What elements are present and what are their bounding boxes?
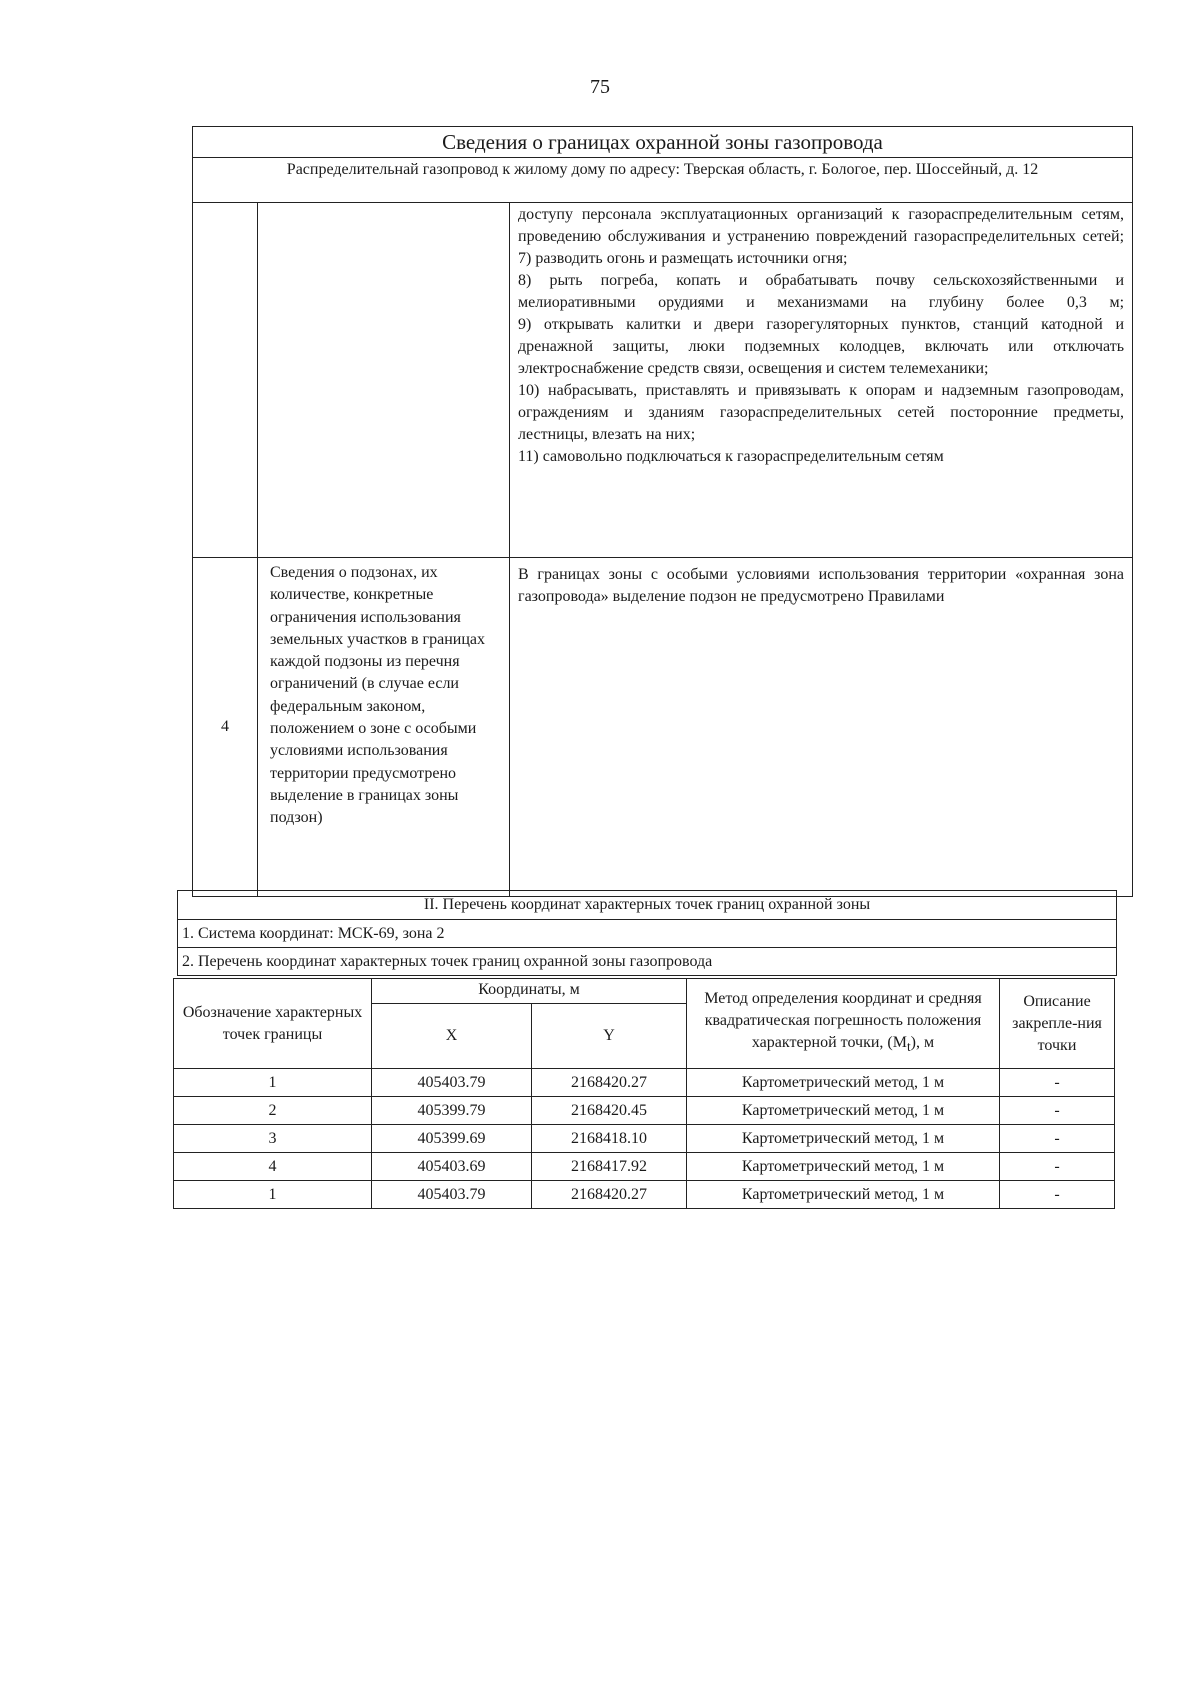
- coord-y: 2168420.27: [532, 1069, 687, 1097]
- header-designation: Обозначение характерных точек границы: [174, 979, 372, 1069]
- restriction-item: доступу персонала эксплуатационных организаций к газораспределительным сетям, проведению обслуживания и устранению повреждений газораспределительных сетей;: [518, 206, 1125, 245]
- section-title: Сведения о границах охранной зоны газопровода: [193, 127, 1133, 158]
- table-row: [174, 1097, 1115, 1125]
- restriction-item: 11) самовольно подключаться к газораспределительным сетям: [518, 448, 944, 465]
- point-number: 4: [174, 1153, 372, 1181]
- header-description: Описание закрепле-ния точки: [1000, 979, 1115, 1069]
- coord-y: 2168417.92: [532, 1153, 687, 1181]
- zone-info-table: [192, 126, 1133, 897]
- coordinate-system: 1. Система координат: МСК-69, зона 2: [178, 920, 1117, 948]
- point-number: 1: [174, 1069, 372, 1097]
- point-number: 3: [174, 1125, 372, 1153]
- coord-y: 2168418.10: [532, 1125, 687, 1153]
- row-label: Сведения о подзонах, их количестве, конкретные ограничения использования земельных участков в границах каждой подзоны из перечня ограничений (в случае если федеральным законом, положением о зоне с особыми условиями использования территории предусмотрено выделение в границах зоны подзон): [258, 558, 510, 897]
- method: Картометрический метод, 1 м: [687, 1097, 1000, 1125]
- row-number-empty: [193, 203, 258, 558]
- point-number: 2: [174, 1097, 372, 1125]
- restriction-item: 10) набрасывать, приставлять и привязывать к опорам и надземным газопроводам, ограждениям и зданиям газораспределительных сетей посторонние предметы, лестницы, влезать на них;: [518, 382, 1125, 443]
- object-description: Распределительнай газопровод к жилому дому по адресу: Тверская область, г. Бологое, пер. Шоссейный, д. 12: [193, 158, 1133, 203]
- header-x: X: [372, 1004, 532, 1069]
- row-label-empty: [258, 203, 510, 558]
- coordinates-info-table: [177, 890, 1117, 976]
- header-y: Y: [532, 1004, 687, 1069]
- table-row: [174, 1069, 1115, 1097]
- coordinates-section-title: II. Перечень координат характерных точек границ охранной зоны: [178, 891, 1117, 920]
- coord-x: 405399.79: [372, 1097, 532, 1125]
- coord-x: 405399.69: [372, 1125, 532, 1153]
- point-description: -: [1000, 1097, 1115, 1125]
- table-row: [174, 1125, 1115, 1153]
- restriction-item: 8) рыть погреба, копать и обрабатывать почву сельскохозяйственными и мелиоративными орудиями и механизмами на глубину более 0,3 м;: [518, 272, 1125, 311]
- method: Картометрический метод, 1 м: [687, 1181, 1000, 1209]
- coordinates-list-title: 2. Перечень координат характерных точек границ охранной зоны газопровода: [178, 948, 1117, 976]
- table-row: [174, 1153, 1115, 1181]
- restriction-item: 7) разводить огонь и размещать источники огня;: [518, 250, 848, 267]
- coord-x: 405403.69: [372, 1153, 532, 1181]
- point-number: 1: [174, 1181, 372, 1209]
- restriction-item: 9) открывать калитки и двери газорегуляторных пунктов, станций катодной и дренажной защиты, люки подземных колодцев, включать или отключать электроснабжение средств связи, освещения и систем телемеханики;: [518, 316, 1125, 377]
- point-description: -: [1000, 1069, 1115, 1097]
- coord-x: 405403.79: [372, 1181, 532, 1209]
- coord-x: 405403.79: [372, 1069, 532, 1097]
- page-number: 75: [590, 76, 610, 98]
- header-method: Метод определения координат и средняя квадратическая погрешность положения характерной точки, $(M_t)$, м: [687, 979, 1000, 1069]
- header-coordinates: Координаты, м: [372, 979, 687, 1004]
- method: Картометрический метод, 1 м: [687, 1153, 1000, 1181]
- point-description: -: [1000, 1153, 1115, 1181]
- coord-y: 2168420.27: [532, 1181, 687, 1209]
- point-description: -: [1000, 1125, 1115, 1153]
- row-value: В границах зоны с особыми условиями использования территории «охранная зона газопровода» выделение подзон не предусмотрено Правилами: [510, 558, 1133, 897]
- method: Картометрический метод, 1 м: [687, 1125, 1000, 1153]
- row-number: 4: [193, 558, 258, 897]
- table-row: [174, 1181, 1115, 1209]
- coord-y: 2168420.45: [532, 1097, 687, 1125]
- point-description: -: [1000, 1181, 1115, 1209]
- coordinates-table: [173, 978, 1115, 1209]
- restrictions-list: [510, 203, 1133, 558]
- method: Картометрический метод, 1 м: [687, 1069, 1000, 1097]
